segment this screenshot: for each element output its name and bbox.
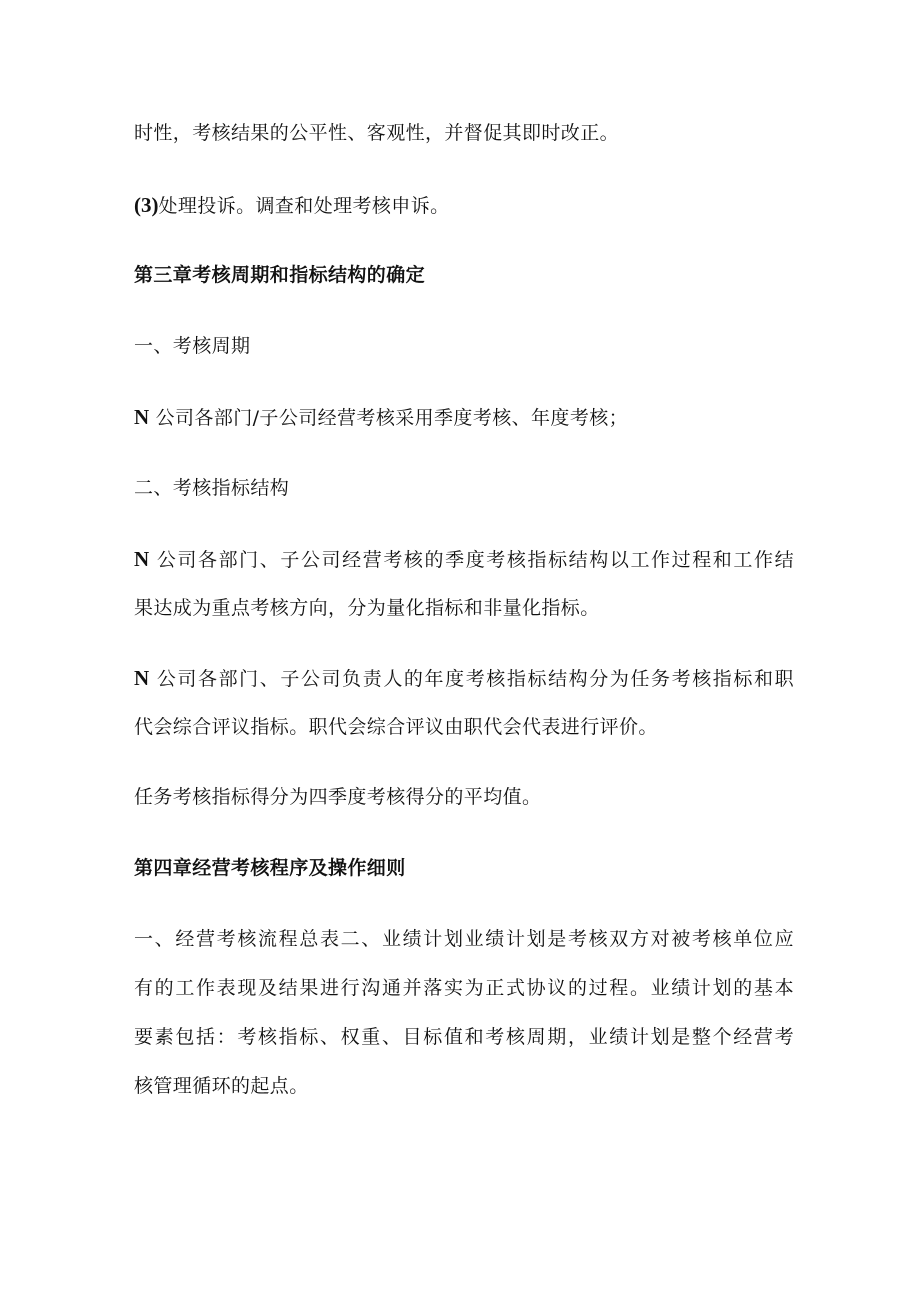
- paragraph-line: [134, 666, 794, 691]
- company-letter: N: [134, 405, 150, 429]
- paragraph-line: 要素包括：考核指标、权重、目标值和考核周期，业绩计划是整个经营考: [134, 1026, 794, 1048]
- list-item-3: [134, 193, 794, 218]
- list-number: (3): [134, 193, 159, 217]
- paragraph-text: 公司各部门、子公司经营考核的季度考核指标结构以工作过程和工作结: [156, 549, 794, 571]
- paragraph-text: 处理投诉。调查和处理考核申诉。: [158, 195, 450, 217]
- paragraph-text: 公司各部门/子公司经营考核采用季度考核、年度考核；: [155, 407, 629, 429]
- paragraph-line: [134, 121, 794, 145]
- section-heading: 一、考核周期: [134, 335, 251, 357]
- paragraph-text: 时性，考核结果的公平性、客观性，并督促其即时改正。: [134, 122, 620, 144]
- paragraph-line: 代会综合评议指标。职代会综合评议由职代会代表进行评价。: [134, 716, 658, 738]
- paragraph-line: 核管理循环的起点。: [134, 1075, 309, 1097]
- paragraph-line: 有的工作表现及结果进行沟通并落实为正式协议的过程。业绩计划的基本: [134, 977, 794, 999]
- paragraph-line: 任务考核指标得分为四季度考核得分的平均值。: [134, 786, 542, 808]
- chapter-heading: 第三章考核周期和指标结构的确定: [134, 264, 426, 286]
- company-letter: N: [134, 666, 150, 690]
- company-letter: N: [134, 547, 150, 571]
- paragraph-line: 一、经营考核流程总表二、业绩计划业绩计划是考核双方对被考核单位应: [134, 928, 794, 950]
- paragraph-line: 果达成为重点考核方向，分为量化指标和非量化指标。: [134, 597, 600, 619]
- chapter-heading: 第四章经营考核程序及操作细则: [134, 857, 406, 879]
- paragraph-text: 公司各部门、子公司负责人的年度考核指标结构分为任务考核指标和职: [156, 668, 794, 690]
- paragraph-line: [134, 405, 794, 430]
- section-heading: 二、考核指标结构: [134, 477, 290, 499]
- paragraph-line: [134, 547, 794, 572]
